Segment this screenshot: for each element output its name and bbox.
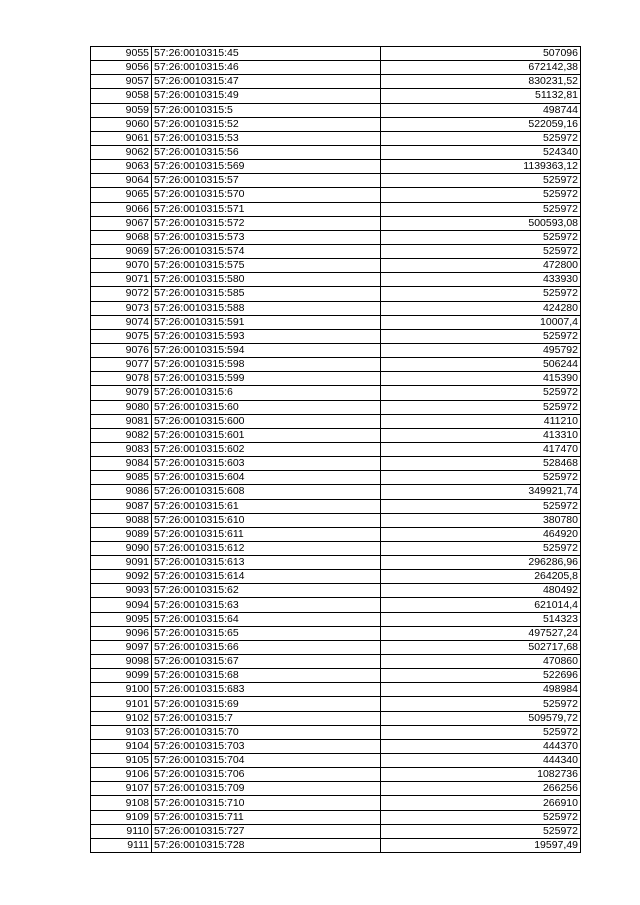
value-cell: 525972 <box>381 400 581 414</box>
table-row <box>91 315 581 329</box>
table-row <box>91 683 581 697</box>
value-cell: 495792 <box>381 343 581 357</box>
value-cell: 10007,4 <box>381 315 581 329</box>
table-row <box>91 400 581 414</box>
value-cell: 528468 <box>381 457 581 471</box>
cadastral-number-cell: 57:26:0010315:574 <box>152 244 381 258</box>
value-cell: 525972 <box>381 287 581 301</box>
row-number-cell: 9055 <box>91 47 152 61</box>
row-number-cell: 9057 <box>91 75 152 89</box>
table-row <box>91 117 581 131</box>
table-row <box>91 513 581 527</box>
cadastral-number-cell: 57:26:0010315:683 <box>152 683 381 697</box>
cadastral-number-cell: 57:26:0010315:604 <box>152 471 381 485</box>
row-number-cell: 9110 <box>91 824 152 838</box>
table-row <box>91 584 581 598</box>
row-number-cell: 9076 <box>91 343 152 357</box>
cadastral-number-cell: 57:26:0010315:611 <box>152 527 381 541</box>
cadastral-number-cell: 57:26:0010315:45 <box>152 47 381 61</box>
row-number-cell: 9066 <box>91 202 152 216</box>
cadastral-number-cell: 57:26:0010315:569 <box>152 160 381 174</box>
table-row <box>91 570 581 584</box>
row-number-cell: 9060 <box>91 117 152 131</box>
value-cell: 525972 <box>381 499 581 513</box>
cadastral-number-cell: 57:26:0010315:573 <box>152 230 381 244</box>
row-number-cell: 9103 <box>91 725 152 739</box>
value-cell: 264205,8 <box>381 570 581 584</box>
cadastral-number-cell: 57:26:0010315:49 <box>152 89 381 103</box>
row-number-cell: 9074 <box>91 315 152 329</box>
value-cell: 509579,72 <box>381 711 581 725</box>
value-cell: 1082736 <box>381 768 581 782</box>
cadastral-number-cell: 57:26:0010315:66 <box>152 640 381 654</box>
cadastral-number-cell: 57:26:0010315:727 <box>152 824 381 838</box>
table-row <box>91 796 581 810</box>
table-row <box>91 145 581 159</box>
table-row <box>91 711 581 725</box>
row-number-cell: 9107 <box>91 782 152 796</box>
cadastral-number-cell: 57:26:0010315:613 <box>152 556 381 570</box>
row-number-cell: 9061 <box>91 131 152 145</box>
cadastral-number-cell: 57:26:0010315:600 <box>152 414 381 428</box>
row-number-cell: 9109 <box>91 810 152 824</box>
row-number-cell: 9092 <box>91 570 152 584</box>
table-row <box>91 230 581 244</box>
value-cell: 525972 <box>381 202 581 216</box>
cadastral-number-cell: 57:26:0010315:704 <box>152 754 381 768</box>
value-cell: 525972 <box>381 725 581 739</box>
row-number-cell: 9078 <box>91 372 152 386</box>
row-number-cell: 9083 <box>91 442 152 456</box>
value-cell: 349921,74 <box>381 485 581 499</box>
cadastral-number-cell: 57:26:0010315:612 <box>152 541 381 555</box>
cadastral-number-cell: 57:26:0010315:614 <box>152 570 381 584</box>
row-number-cell: 9067 <box>91 216 152 230</box>
table-row <box>91 442 581 456</box>
cadastral-number-cell: 57:26:0010315:67 <box>152 655 381 669</box>
cadastral-number-cell: 57:26:0010315:601 <box>152 428 381 442</box>
value-cell: 830231,52 <box>381 75 581 89</box>
value-cell: 472800 <box>381 259 581 273</box>
value-cell: 502717,68 <box>381 640 581 654</box>
value-cell: 525972 <box>381 386 581 400</box>
value-cell: 417470 <box>381 442 581 456</box>
cadastral-number-cell: 57:26:0010315:571 <box>152 202 381 216</box>
cadastral-number-cell: 57:26:0010315:593 <box>152 329 381 343</box>
row-number-cell: 9094 <box>91 598 152 612</box>
table-row <box>91 259 581 273</box>
table-row <box>91 527 581 541</box>
row-number-cell: 9068 <box>91 230 152 244</box>
cadastral-number-cell: 57:26:0010315:5 <box>152 103 381 117</box>
row-number-cell: 9105 <box>91 754 152 768</box>
cadastral-number-cell: 57:26:0010315:46 <box>152 61 381 75</box>
table-row <box>91 202 581 216</box>
table-row <box>91 725 581 739</box>
table-row <box>91 739 581 753</box>
cadastral-number-cell: 57:26:0010315:56 <box>152 145 381 159</box>
cadastral-number-cell: 57:26:0010315:580 <box>152 273 381 287</box>
cadastral-number-cell: 57:26:0010315:57 <box>152 174 381 188</box>
table-row <box>91 556 581 570</box>
table-row <box>91 244 581 258</box>
value-cell: 525972 <box>381 471 581 485</box>
table-row <box>91 669 581 683</box>
value-cell: 525972 <box>381 329 581 343</box>
cadastral-number-cell: 57:26:0010315:64 <box>152 612 381 626</box>
table-row <box>91 754 581 768</box>
value-cell: 500593,08 <box>381 216 581 230</box>
table-row <box>91 824 581 838</box>
cadastral-value-table <box>90 46 581 853</box>
table-row <box>91 89 581 103</box>
cadastral-number-cell: 57:26:0010315:65 <box>152 626 381 640</box>
table-row <box>91 697 581 711</box>
row-number-cell: 9056 <box>91 61 152 75</box>
table-row <box>91 75 581 89</box>
row-number-cell: 9064 <box>91 174 152 188</box>
row-number-cell: 9090 <box>91 541 152 555</box>
value-cell: 19597,49 <box>381 838 581 852</box>
row-number-cell: 9058 <box>91 89 152 103</box>
table-row <box>91 457 581 471</box>
cadastral-number-cell: 57:26:0010315:711 <box>152 810 381 824</box>
row-number-cell: 9108 <box>91 796 152 810</box>
row-number-cell: 9081 <box>91 414 152 428</box>
row-number-cell: 9089 <box>91 527 152 541</box>
cadastral-number-cell: 57:26:0010315:591 <box>152 315 381 329</box>
value-cell: 424280 <box>381 301 581 315</box>
value-cell: 296286,96 <box>381 556 581 570</box>
cadastral-number-cell: 57:26:0010315:62 <box>152 584 381 598</box>
table-row <box>91 386 581 400</box>
row-number-cell: 9099 <box>91 669 152 683</box>
table-row <box>91 131 581 145</box>
value-cell: 464920 <box>381 527 581 541</box>
cadastral-number-cell: 57:26:0010315:608 <box>152 485 381 499</box>
table-row <box>91 188 581 202</box>
value-cell: 507096 <box>381 47 581 61</box>
value-cell: 525972 <box>381 230 581 244</box>
table-row <box>91 301 581 315</box>
value-cell: 51132,81 <box>381 89 581 103</box>
table-row <box>91 343 581 357</box>
cadastral-number-cell: 57:26:0010315:53 <box>152 131 381 145</box>
table-row <box>91 358 581 372</box>
table-row <box>91 428 581 442</box>
table-row <box>91 541 581 555</box>
table-row <box>91 329 581 343</box>
table-body <box>91 47 581 853</box>
table-row <box>91 782 581 796</box>
cadastral-number-cell: 57:26:0010315:60 <box>152 400 381 414</box>
value-cell: 413310 <box>381 428 581 442</box>
row-number-cell: 9091 <box>91 556 152 570</box>
cadastral-number-cell: 57:26:0010315:61 <box>152 499 381 513</box>
table-row <box>91 174 581 188</box>
row-number-cell: 9069 <box>91 244 152 258</box>
row-number-cell: 9086 <box>91 485 152 499</box>
cadastral-number-cell: 57:26:0010315:572 <box>152 216 381 230</box>
value-cell: 525972 <box>381 541 581 555</box>
row-number-cell: 9079 <box>91 386 152 400</box>
cadastral-number-cell: 57:26:0010315:603 <box>152 457 381 471</box>
row-number-cell: 9077 <box>91 358 152 372</box>
table-row <box>91 471 581 485</box>
table-row <box>91 216 581 230</box>
value-cell: 1139363,12 <box>381 160 581 174</box>
table-row <box>91 612 581 626</box>
cadastral-number-cell: 57:26:0010315:68 <box>152 669 381 683</box>
value-cell: 524340 <box>381 145 581 159</box>
row-number-cell: 9085 <box>91 471 152 485</box>
cadastral-number-cell: 57:26:0010315:710 <box>152 796 381 810</box>
row-number-cell: 9059 <box>91 103 152 117</box>
row-number-cell: 9093 <box>91 584 152 598</box>
value-cell: 522059,16 <box>381 117 581 131</box>
table-row <box>91 160 581 174</box>
row-number-cell: 9095 <box>91 612 152 626</box>
row-number-cell: 9098 <box>91 655 152 669</box>
table-row <box>91 640 581 654</box>
table-row <box>91 838 581 852</box>
cadastral-number-cell: 57:26:0010315:585 <box>152 287 381 301</box>
row-number-cell: 9084 <box>91 457 152 471</box>
cadastral-number-cell: 57:26:0010315:703 <box>152 739 381 753</box>
value-cell: 672142,38 <box>381 61 581 75</box>
cadastral-number-cell: 57:26:0010315:575 <box>152 259 381 273</box>
row-number-cell: 9106 <box>91 768 152 782</box>
value-cell: 525972 <box>381 810 581 824</box>
row-number-cell: 9111 <box>91 838 152 852</box>
row-number-cell: 9065 <box>91 188 152 202</box>
table-row <box>91 768 581 782</box>
value-cell: 433930 <box>381 273 581 287</box>
table-row <box>91 372 581 386</box>
value-cell: 415390 <box>381 372 581 386</box>
cadastral-number-cell: 57:26:0010315:598 <box>152 358 381 372</box>
table-row <box>91 810 581 824</box>
cadastral-number-cell: 57:26:0010315:709 <box>152 782 381 796</box>
table-row <box>91 61 581 75</box>
row-number-cell: 9102 <box>91 711 152 725</box>
row-number-cell: 9075 <box>91 329 152 343</box>
value-cell: 266256 <box>381 782 581 796</box>
value-cell: 525972 <box>381 697 581 711</box>
value-cell: 506244 <box>381 358 581 372</box>
value-cell: 266910 <box>381 796 581 810</box>
cadastral-number-cell: 57:26:0010315:70 <box>152 725 381 739</box>
cadastral-number-cell: 57:26:0010315:63 <box>152 598 381 612</box>
cadastral-number-cell: 57:26:0010315:599 <box>152 372 381 386</box>
table-row <box>91 287 581 301</box>
row-number-cell: 9062 <box>91 145 152 159</box>
row-number-cell: 9088 <box>91 513 152 527</box>
cadastral-number-cell: 57:26:0010315:610 <box>152 513 381 527</box>
table-row <box>91 485 581 499</box>
row-number-cell: 9073 <box>91 301 152 315</box>
value-cell: 621014,4 <box>381 598 581 612</box>
row-number-cell: 9080 <box>91 400 152 414</box>
table-row <box>91 626 581 640</box>
table-row <box>91 655 581 669</box>
row-number-cell: 9100 <box>91 683 152 697</box>
row-number-cell: 9104 <box>91 739 152 753</box>
value-cell: 444340 <box>381 754 581 768</box>
cadastral-number-cell: 57:26:0010315:52 <box>152 117 381 131</box>
value-cell: 525972 <box>381 824 581 838</box>
table-row <box>91 598 581 612</box>
table-row <box>91 273 581 287</box>
cadastral-number-cell: 57:26:0010315:69 <box>152 697 381 711</box>
value-cell: 522696 <box>381 669 581 683</box>
row-number-cell: 9071 <box>91 273 152 287</box>
value-cell: 525972 <box>381 188 581 202</box>
value-cell: 525972 <box>381 244 581 258</box>
cadastral-number-cell: 57:26:0010315:728 <box>152 838 381 852</box>
value-cell: 444370 <box>381 739 581 753</box>
value-cell: 411210 <box>381 414 581 428</box>
cadastral-number-cell: 57:26:0010315:588 <box>152 301 381 315</box>
row-number-cell: 9097 <box>91 640 152 654</box>
value-cell: 498744 <box>381 103 581 117</box>
table-row <box>91 103 581 117</box>
row-number-cell: 9082 <box>91 428 152 442</box>
value-cell: 480492 <box>381 584 581 598</box>
row-number-cell: 9072 <box>91 287 152 301</box>
cadastral-number-cell: 57:26:0010315:602 <box>152 442 381 456</box>
value-cell: 498984 <box>381 683 581 697</box>
cadastral-number-cell: 57:26:0010315:570 <box>152 188 381 202</box>
row-number-cell: 9063 <box>91 160 152 174</box>
value-cell: 514323 <box>381 612 581 626</box>
table-row <box>91 499 581 513</box>
value-cell: 525972 <box>381 174 581 188</box>
value-cell: 497527,24 <box>381 626 581 640</box>
table-row <box>91 414 581 428</box>
value-cell: 525972 <box>381 131 581 145</box>
value-cell: 380780 <box>381 513 581 527</box>
cadastral-number-cell: 57:26:0010315:47 <box>152 75 381 89</box>
value-cell: 470860 <box>381 655 581 669</box>
row-number-cell: 9101 <box>91 697 152 711</box>
cadastral-number-cell: 57:26:0010315:7 <box>152 711 381 725</box>
row-number-cell: 9096 <box>91 626 152 640</box>
table-row <box>91 47 581 61</box>
row-number-cell: 9070 <box>91 259 152 273</box>
cadastral-number-cell: 57:26:0010315:706 <box>152 768 381 782</box>
row-number-cell: 9087 <box>91 499 152 513</box>
cadastral-number-cell: 57:26:0010315:594 <box>152 343 381 357</box>
cadastral-number-cell: 57:26:0010315:6 <box>152 386 381 400</box>
